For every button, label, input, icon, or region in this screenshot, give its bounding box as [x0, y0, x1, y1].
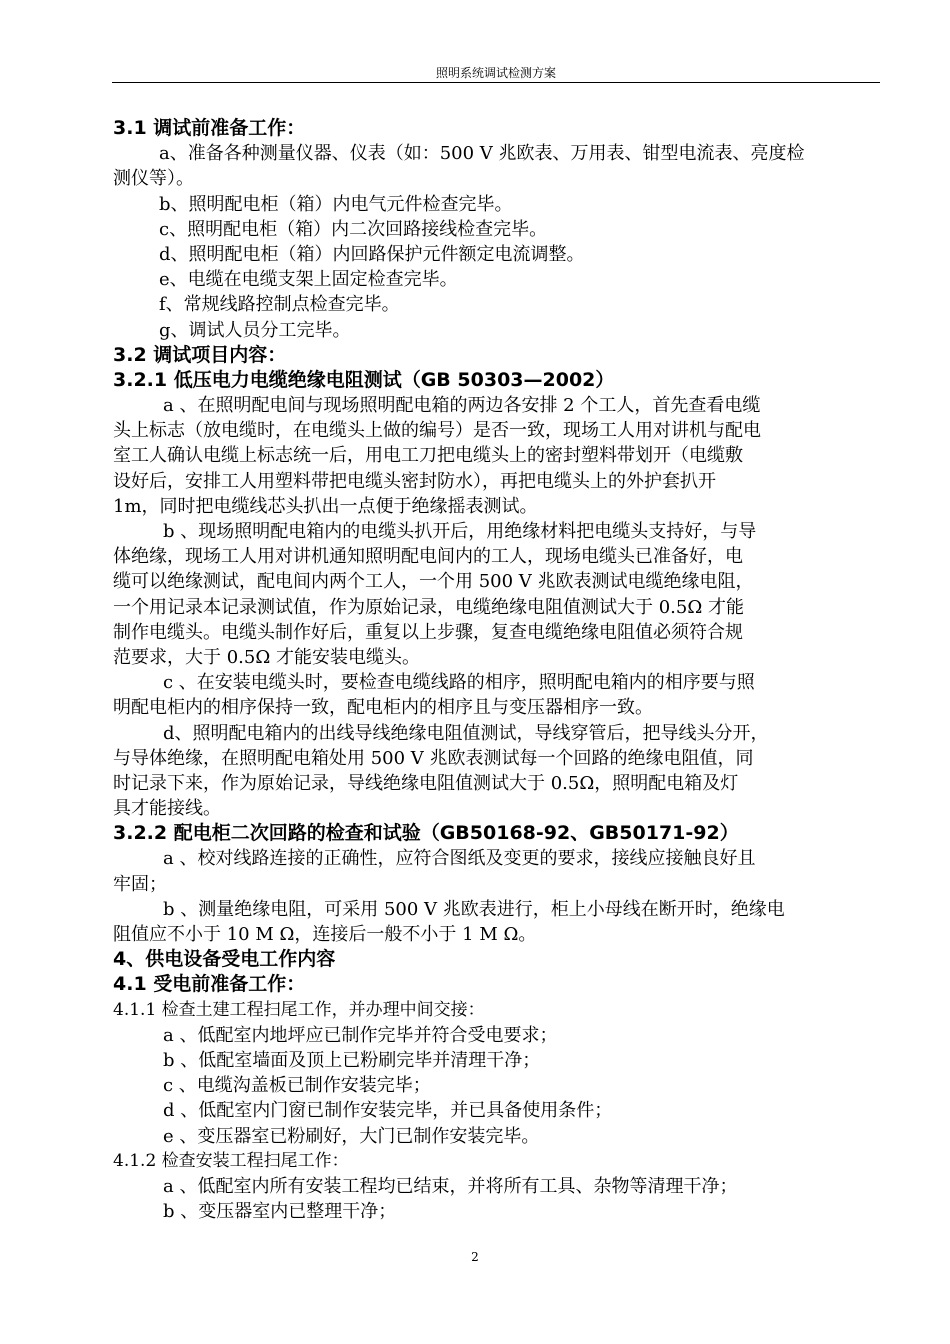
body-text-line: 缆可以绝缘测试，配电间内两个工人，一个用 500 V 兆欧表测试电缆绝缘电阻， [113, 571, 754, 593]
section-heading: 4、供电设备受电工作内容 [113, 948, 336, 971]
body-text-line: d、照明配电柜（箱）内回路保护元件额定电流调整。 [159, 243, 585, 265]
body-text-line: e 、变压器室已粉刷好，大门已制作安装完毕。 [163, 1125, 540, 1147]
body-text-line: d、照明配电箱内的出线导线绝缘电阻值测试，导线穿管后，把导线头分开， [163, 722, 769, 744]
body-text-line: 1m，同时把电缆线芯头扒出一点便于绝缘摇表测试。 [113, 495, 538, 517]
body-text-line: 范要求，大于 0.5Ω 才能安装电缆头。 [113, 646, 420, 668]
body-text-line: 明配电柜内的相序保持一致，配电柜内的相序且与变压器相序一致。 [113, 697, 653, 719]
body-text-line: a 、低配室内所有安装工程均已结束，并将所有工具、杂物等清理干净； [163, 1175, 738, 1197]
header-divider [112, 82, 880, 83]
body-text-line: b、照明配电柜（箱）内电气元件检查完毕。 [159, 193, 513, 215]
body-text-line: c、照明配电柜（箱）内二次回路接线检查完毕。 [159, 218, 548, 240]
body-text-line: e、电缆在电缆支架上固定检查完毕。 [159, 269, 458, 291]
body-text-line: a 、在照明配电间与现场照明配电箱的两边各安排 2 个工人，首先查看电缆 [163, 395, 761, 417]
body-text-line: b 、现场照明配电箱内的电缆头扒开后，用绝缘材料把电缆头支持好，与导 [163, 521, 757, 542]
body-text-line: 一个用记录本记录测试值，作为原始记录，电缆绝缘电阻值测试大于 0.5Ω 才能 [113, 596, 744, 618]
section-heading: 3.1 调试前准备工作： [113, 117, 306, 139]
body-text-line: 与导体绝缘，在照明配电箱处用 500 V 兆欧表测试每一个回路的绝缘电阻值，同 [113, 747, 754, 769]
body-text-line: 时记录下来，作为原始记录，导线绝缘电阻值测试大于 0.5Ω，照明配电箱及灯 [113, 772, 739, 794]
body-text-line: a、准备各种测量仪器、仪表（如：500 V 兆欧表、万用表、钳型电流表、亮度检 [159, 143, 805, 165]
section-heading: 3.2 调试项目内容： [113, 343, 287, 366]
section-heading: 3.2.2 配电柜二次回路的检查和试验（GB50168-92、GB50171-92） [113, 822, 739, 845]
running-header: 照明系统调试检测方案 [435, 66, 556, 80]
body-text-line: d 、低配室内门窗已制作安装完毕，并已具备使用条件； [163, 1100, 613, 1122]
body-text-line: 4.1.1 检查土建工程扫尾工作，并办理中间交接： [113, 999, 485, 1020]
section-heading: 3.2.1 低压电力电缆绝缘电阻测试（GB 50303—2002） [113, 368, 615, 391]
body-text-line: 测仪等）。 [113, 168, 194, 190]
body-text-line: a 、低配室内地坪应已制作完毕并符合受电要求； [163, 1024, 558, 1046]
body-text-line: c 、在安装电缆头时，要检查电缆线路的相序，照明配电箱内的相序要与照 [163, 672, 755, 694]
body-text-line: c 、电缆沟盖板已制作安装完毕； [163, 1075, 431, 1097]
page-number: 2 [471, 1250, 479, 1264]
body-text-line: b 、变压器室内已整理干净； [163, 1201, 397, 1223]
body-text-line: g、调试人员分工完毕。 [159, 319, 351, 341]
body-text-line: b 、测量绝缘电阻，可采用 500 V 兆欧表进行，柜上小母线在断开时，绝缘电 [163, 898, 785, 920]
document-body [113, 116, 883, 1224]
body-text-line: f、常规线路控制点检查完毕。 [159, 294, 400, 316]
body-text-line: 室工人确认电缆上标志统一后，用电工刀把电缆头上的密封塑料带划开（电缆敷 [113, 445, 743, 467]
body-text-line: 阻值应不小于 10 M Ω，连接后一般不小于 1 M Ω。 [113, 924, 537, 945]
section-heading: 4.1 受电前准备工作： [113, 973, 306, 996]
body-text-line: a 、校对线路连接的正确性，应符合图纸及变更的要求，接线应接触良好且 [163, 848, 756, 870]
body-text-line: 具才能接线。 [113, 798, 221, 820]
body-text-line: 头上标志（放电缆时，在电缆头上做的编号）是否一致，现场工人用对讲机与配电 [113, 420, 761, 442]
body-text-line: 4.1.2 检查安装工程扫尾工作： [113, 1150, 349, 1171]
body-text-line: 制作电缆头。电缆头制作好后，重复以上步骤，复查电缆绝缘电阻值必须符合规 [113, 621, 743, 643]
body-text-line: 牢固； [113, 873, 167, 895]
body-text-line: b 、低配室墙面及顶上已粉刷完毕并清理干净； [163, 1049, 541, 1071]
body-text-line: 体绝缘，现场工人用对讲机通知照明配电间内的工人，现场电缆头已准备好，电 [113, 546, 743, 568]
body-text-line: 设好后，安排工人用塑料带把电缆头密封防水），再把电缆头上的外护套扒开 [113, 470, 716, 492]
